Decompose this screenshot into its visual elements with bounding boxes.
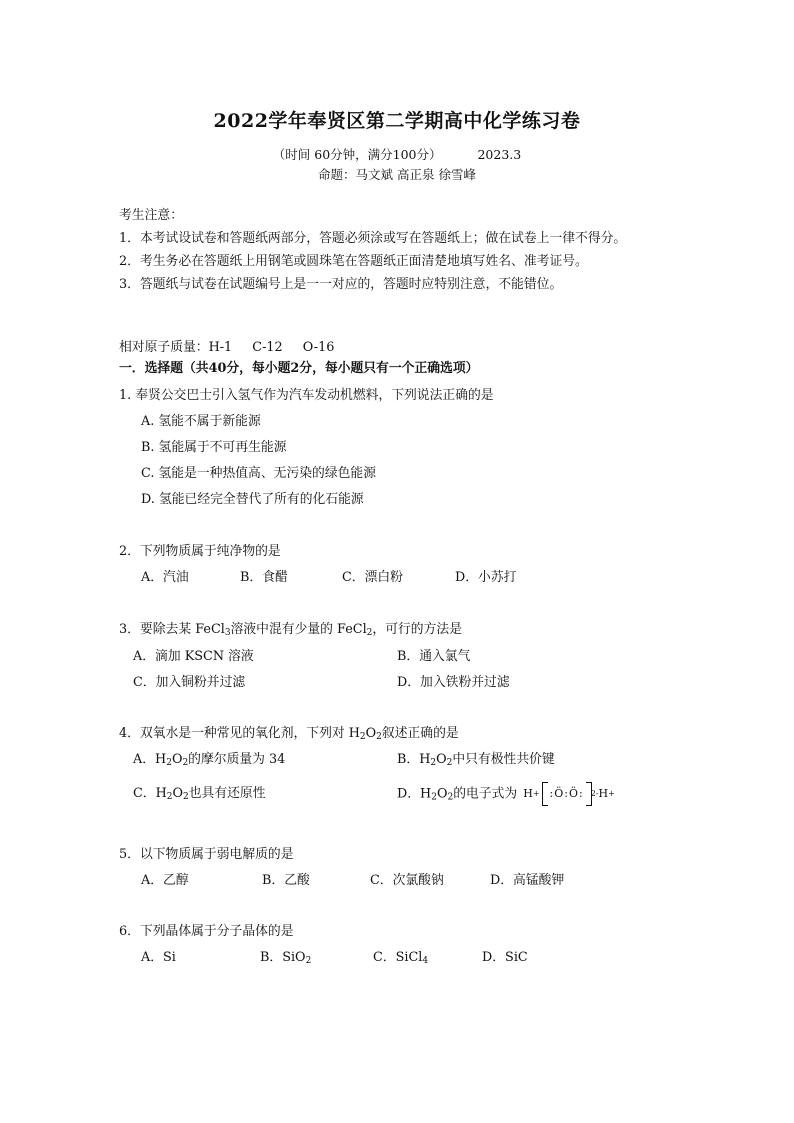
- q4-subscript: 2: [376, 732, 382, 742]
- q5-option-b: B．乙酸: [262, 873, 310, 888]
- lewis-h-right: H: [598, 787, 609, 800]
- q6-option-b: [260, 949, 311, 967]
- q5-option-d: D．高锰酸钾: [490, 873, 565, 888]
- q4-stem-text-1: 4．双氧水是一种常见的氧化剂，下列对 H: [119, 726, 360, 741]
- q2-option-d: D．小苏打: [455, 570, 517, 585]
- q4-subscript: 2: [446, 758, 453, 768]
- time-info: （时间 60分钟，满分100分）: [272, 147, 442, 162]
- q6-option-d: D．SiC: [482, 950, 528, 965]
- q3-stem: [119, 621, 462, 639]
- q3-option-d: D．加入铁粉并过滤: [397, 675, 510, 690]
- q4-b-text-2: 中只有极性共价键: [452, 752, 555, 767]
- page-title: 2022学年奉贤区第二学期高中化学练习卷: [213, 110, 581, 132]
- q6-b-text: B．SiO: [260, 950, 306, 965]
- q4-subscript: 2: [182, 792, 189, 802]
- q4-d-text: D．H: [397, 786, 432, 802]
- q1-stem: 1. 奉贤公交巴士引入氢气作为汽车发动机燃料，下列说法正确的是: [119, 388, 494, 403]
- q4-b-o: O: [436, 752, 447, 767]
- q3-subscript-1: 3: [224, 628, 231, 638]
- q2-option-b: B．食醋: [240, 570, 288, 585]
- q4-option-d: [397, 782, 615, 806]
- q3-option-b: B．通入氯气: [397, 649, 471, 664]
- q4-c-o: O: [172, 786, 183, 801]
- q1-option-a: A. 氢能不属于新能源: [141, 414, 261, 429]
- q4-subscript: 2: [166, 758, 172, 768]
- q4-subscript: 2: [166, 792, 173, 802]
- q3-option-c: C．加入铜粉并过滤: [133, 675, 246, 690]
- q4-option-a: [133, 751, 285, 769]
- q6-option-c: [373, 949, 428, 967]
- atomic-mass-line: [119, 339, 334, 357]
- exam-info-line: [0, 145, 794, 163]
- q3-subscript-2: 2: [366, 628, 373, 638]
- section-heading: 一．选择题（共40分，每小题2分，每小题只有一个正确选项）: [119, 361, 479, 376]
- atomic-mass-o: O-16: [302, 340, 335, 355]
- lewis-structure: H + :Ö:Ö: 2- H +: [523, 782, 615, 806]
- q4-subscript: 2: [430, 758, 437, 768]
- atomic-mass-label: 相对原子质量：: [119, 340, 209, 355]
- q4-b-text: B．H: [397, 752, 431, 767]
- q4-stem-o: O: [365, 726, 377, 741]
- q3-option-a: A．滴加 KSCN 溶液: [133, 649, 254, 664]
- notice-item-1: 1．本考试设试卷和答题纸两部分，答题必须涂或写在答题纸上；做在试卷上一律不得分。: [119, 231, 627, 246]
- q4-subscript: 2: [359, 732, 366, 742]
- q3-stem-text-2: 溶液中混有少量的 FeCl: [230, 622, 367, 637]
- q4-subscript: 2: [447, 792, 454, 803]
- q4-d-o: O: [436, 786, 448, 802]
- q6-c-subscript: 4: [422, 956, 429, 966]
- q4-option-b: [397, 751, 555, 769]
- q2-option-c: C．漂白粉: [342, 570, 403, 585]
- lewis-h-left: H: [523, 787, 533, 800]
- q4-option-c: [133, 785, 266, 803]
- q4-subscript: 2: [431, 792, 437, 803]
- q6-b-subscript: 2: [305, 956, 312, 966]
- q4-d-text-2: 的电子式为: [453, 786, 518, 802]
- atomic-mass-c: C-12: [252, 340, 283, 355]
- lewis-core: :Ö:Ö:: [549, 787, 584, 800]
- q4-stem-text-2: 叙述正确的是: [381, 726, 459, 741]
- atomic-mass-h: H-1: [208, 340, 233, 355]
- q4-c-text: C．H: [133, 786, 167, 801]
- q4-a-o: O: [171, 752, 183, 767]
- q5-option-c: C．次氯酸钠: [370, 873, 444, 888]
- q3-stem-text-3: ，可行的方法是: [372, 622, 462, 637]
- bracket-left: [542, 782, 548, 806]
- q3-stem-text-1: 3．要除去某 FeCl: [119, 622, 225, 637]
- authors: 命题：马文斌 高正泉 徐雪峰: [318, 167, 476, 182]
- notice-item-3: 3．答题纸与试卷在试题编号上是一一对应的，答题时应特别注意，不能错位。: [119, 277, 563, 292]
- q4-a-text-2: 的摩尔质量为 34: [188, 752, 286, 767]
- q4-stem: [119, 725, 459, 743]
- q4-c-text-2: 也具有还原性: [188, 786, 266, 801]
- q5-option-a: A．乙醇: [141, 873, 189, 888]
- exam-date: 2023.3: [477, 147, 522, 162]
- q6-c-text: C．SiCl: [373, 950, 423, 965]
- q1-option-d: D. 氢能已经完全替代了所有的化石能源: [141, 492, 364, 507]
- q1-option-b: B. 氢能属于不可再生能源: [141, 440, 287, 455]
- q2-option-a: A．汽油: [141, 570, 189, 585]
- q6-option-a: A．Si: [141, 950, 176, 965]
- q1-option-c: C. 氢能是一种热值高、无污染的绿色能源: [141, 466, 377, 481]
- q6-stem: 6．下列晶体属于分子晶体的是: [119, 924, 294, 939]
- q4-a-text: A．H: [133, 752, 167, 767]
- q2-stem: 2．下列物质属于纯净物的是: [119, 544, 281, 559]
- q4-subscript: 2: [182, 758, 189, 768]
- notice-item-2: 2．考生务必在答题纸上用钢笔或圆珠笔在答题纸正面清楚地填写姓名、准考证号。: [119, 254, 588, 269]
- q5-stem: 5．以下物质属于弱电解质的是: [119, 847, 294, 862]
- notice-heading: 考生注意：: [119, 208, 183, 223]
